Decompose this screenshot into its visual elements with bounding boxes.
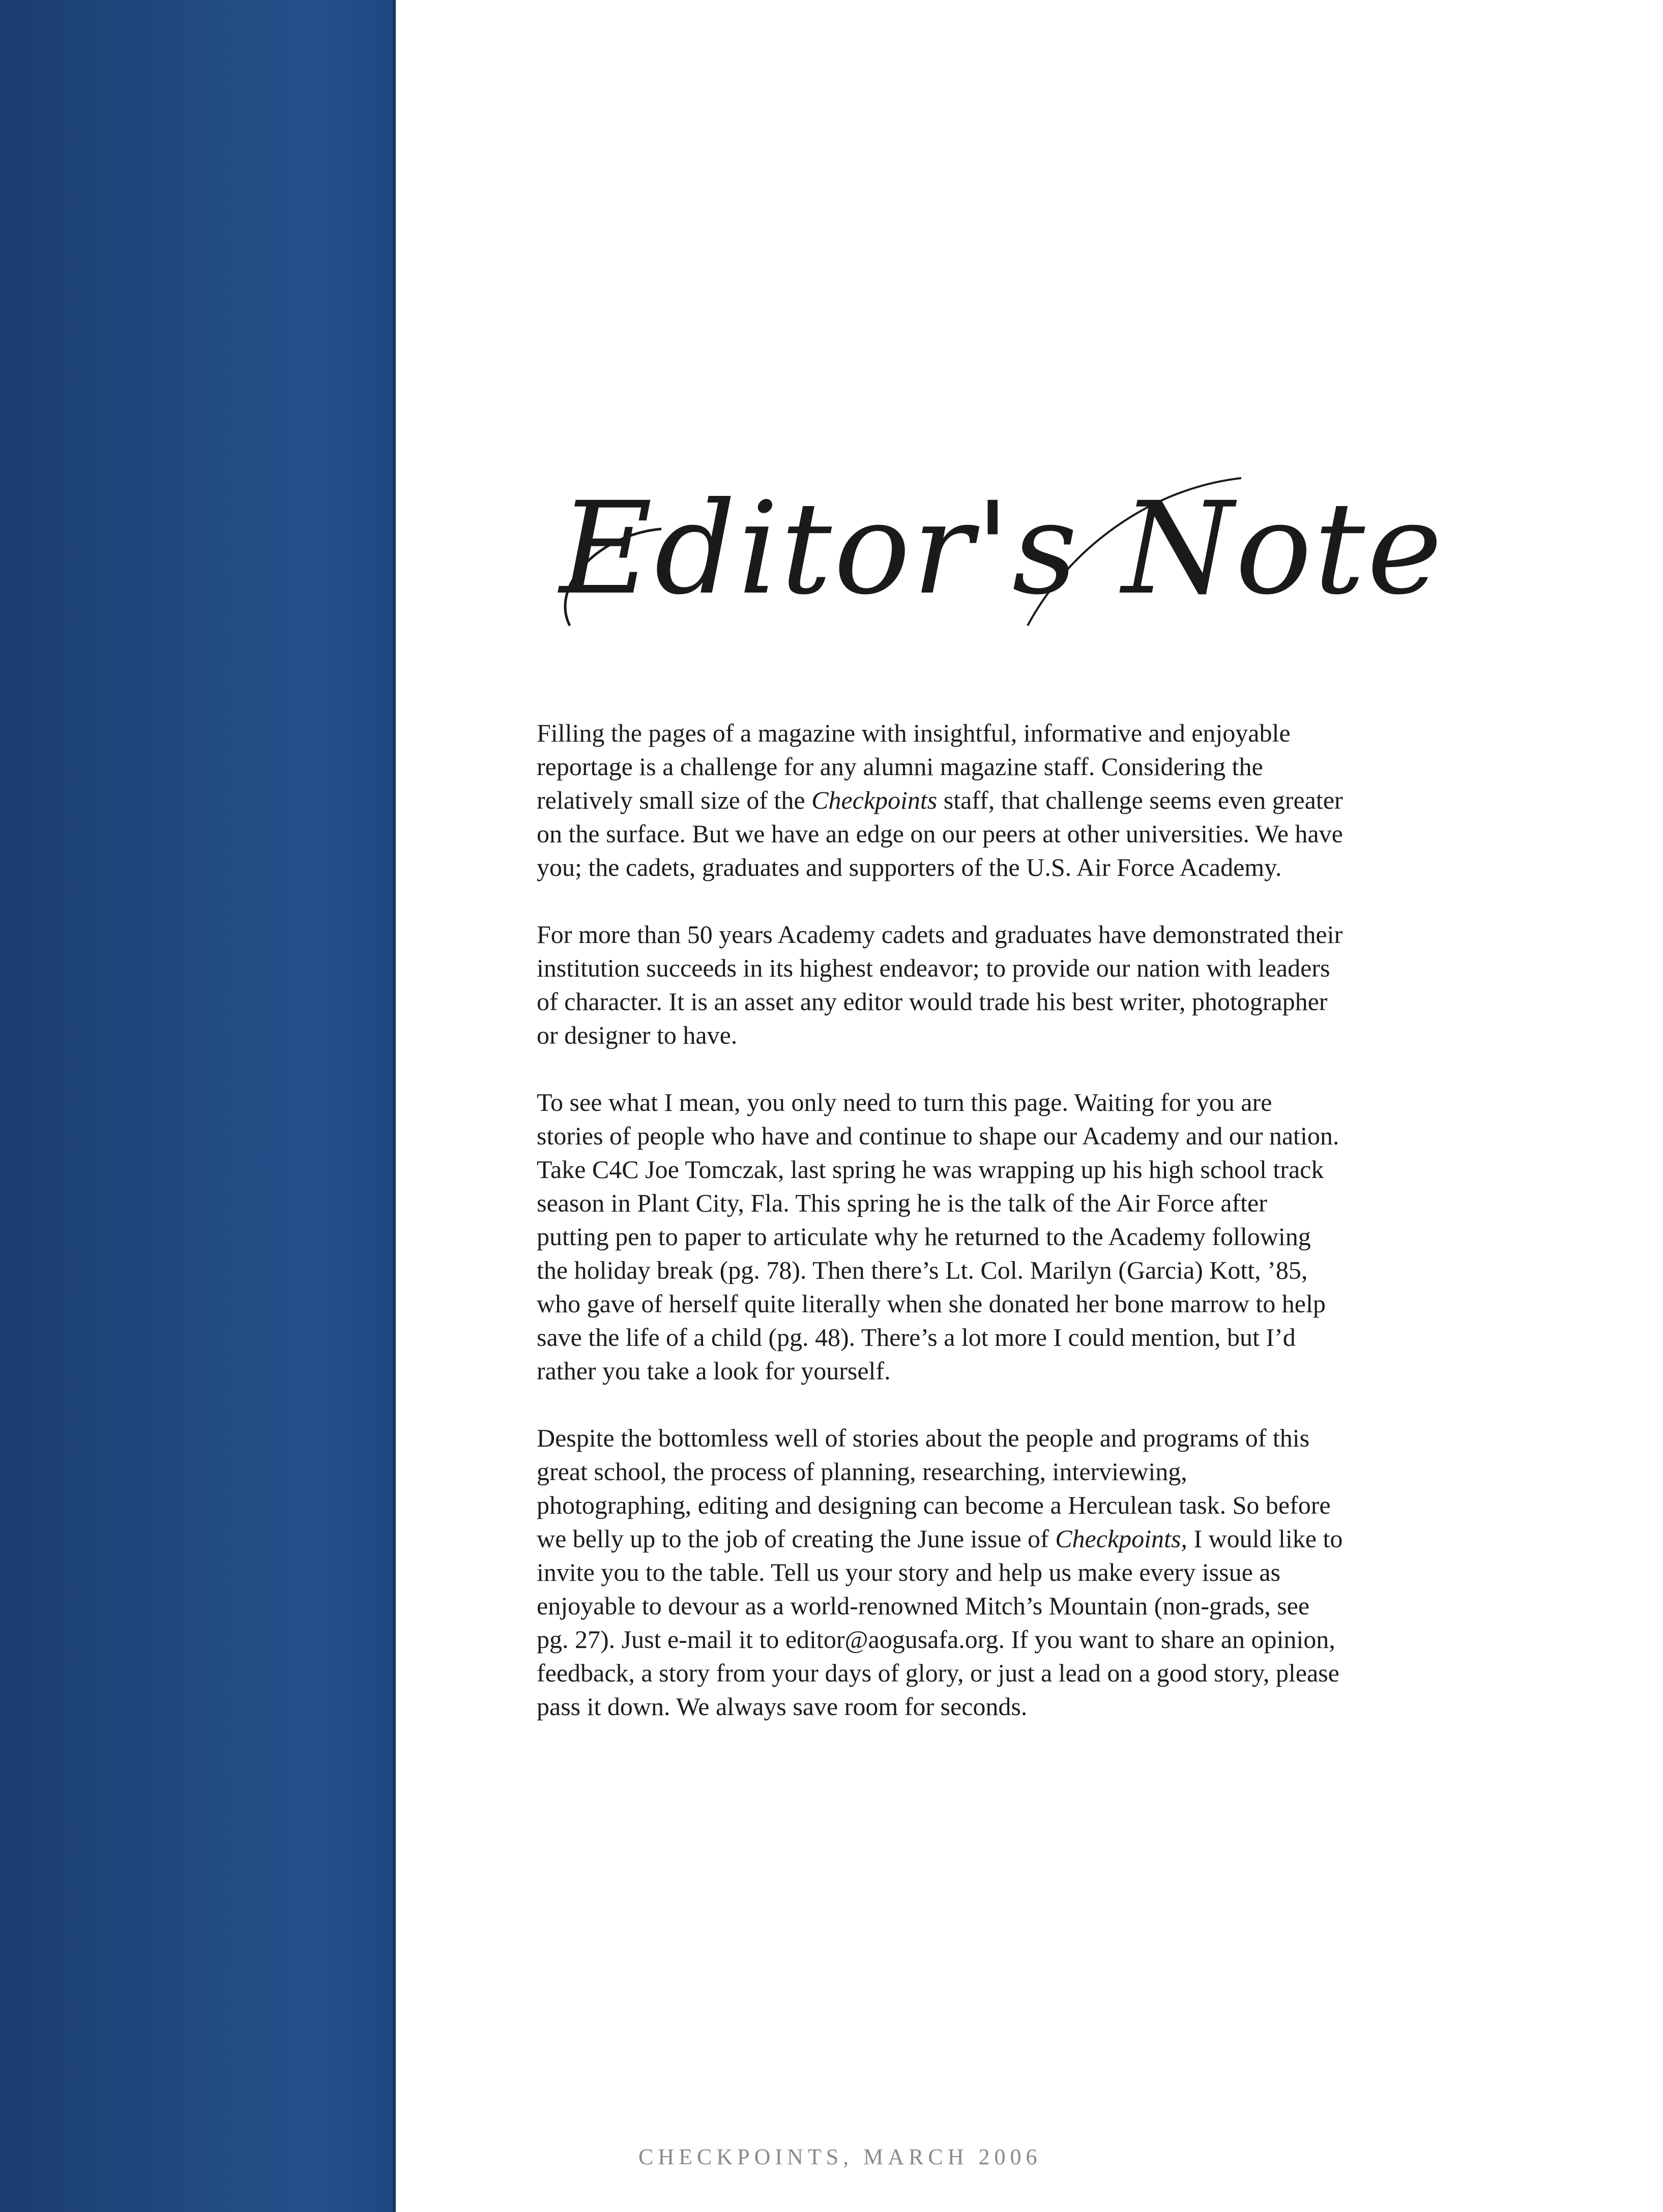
blue-side-band	[0, 0, 396, 2212]
paragraph-2	[537, 918, 1343, 1052]
paragraph-4	[537, 1421, 1343, 1723]
paragraph-3-text: To see what I mean, you only need to turn this page. Waiting for you are stories of people who have and continue to shape our Academy and our nation. Take C4C Joe Tomczak, last spring he was wrapping up his high school track season in Plant City, Fla. This spring he is the talk of the Air Force after putting pen to paper to articulate why he returned to the Academy following the holiday break (pg. 78). Then there’s Lt. Col. Marilyn (Garcia) Kott, ’85, who gave of herself quite literally when she donated her bone marrow to help save the life of a child (pg. 48). There’s a lot more I could mention, but I’d rather you take a look for yourself.	[537, 1088, 1339, 1385]
paragraph-4-text-a: Despite the bottomless well of stories about the people and programs of this great school, the process of planning, researching, interviewing, photographing, editing and designing can become a Herculean task. So before we belly up to the job of creating the June issue of	[537, 1424, 1331, 1553]
paragraph-1	[537, 716, 1343, 884]
paragraph-4-text-b: I would like to invite you to the table. Tell us your story and help us make every issue as enjoyable to devour as a world-renowned Mitch’s Mountain (non-grads, see pg. 27). Just e-mail it to editor@aogusafa.org. If you want to share an opinion, feedback, a story from your days of glory, or just a lead on a good story, please pass it down. We always save room for seconds.	[537, 1524, 1343, 1721]
page-title	[539, 458, 1445, 671]
publication-name: Checkpoints,	[1055, 1524, 1187, 1553]
article-body	[537, 716, 1343, 1757]
title-script	[539, 458, 1445, 671]
paragraph-1-text-b: staff, that challenge seems even greater on the surface. But we have an edge on our peers at other universities. We have you; the cadets, graduates and supporters of the U.S. Air Force Academy.	[537, 786, 1343, 881]
paragraph-2-text: For more than 50 years Academy cadets and graduates have demonstrated their institution succeeds in its highest endeavor; to provide our nation with leaders of character. It is an asset any editor would trade his best writer, photographer or designer to have.	[537, 920, 1343, 1049]
paragraph-3	[537, 1085, 1343, 1388]
publication-name: Checkpoints	[811, 786, 938, 814]
title-text: Editor's Note	[560, 475, 1445, 623]
paragraph-1-text-a: Filling the pages of a magazine with insightful, informative and enjoyable reportage is a challenge for any alumni magazine staff. Considering the relatively small size of the	[537, 719, 1291, 814]
page-footer: CHECKPOINTS, MARCH 2006	[638, 2144, 1042, 2169]
